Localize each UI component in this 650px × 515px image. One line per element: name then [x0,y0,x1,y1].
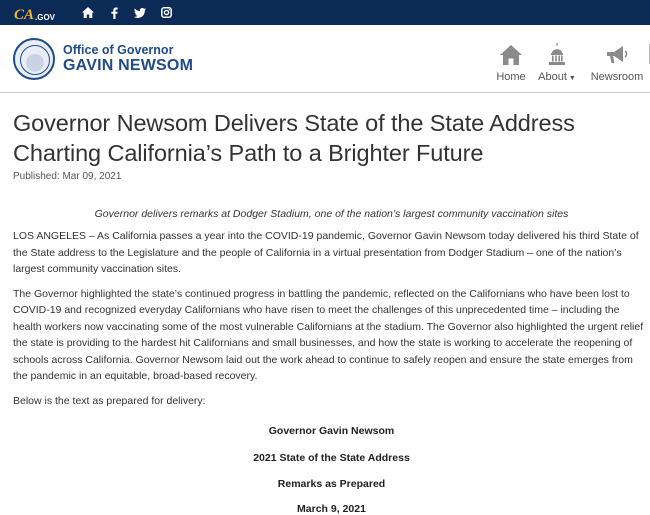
address-title-line: 2021 State of the State Address [253,452,410,464]
article-paragraph-3: Below is the text as prepared for delivery: [13,394,206,407]
nav-home-label: Home [496,71,526,83]
site-header [0,25,650,93]
nav-about-label [538,71,576,83]
nav-home[interactable] [495,39,527,83]
megaphone-icon [605,39,629,65]
twitter-icon[interactable] [127,0,153,25]
published-date: Published: Mar 09, 2021 [13,171,122,182]
speaker-line: Governor Gavin Newsom [268,425,395,437]
governor-seal-logo[interactable] [13,38,55,80]
article-paragraph-2: The Governor highlighted the state’s continued progress in battling the pandemic, reflected on the Californians who have been lost to COVID-19 and recognized everyday Californians who have risen to meet the challenges of this unprecedented time – including the health workers now vaccinating some of the most vulnerable Californians at the stadium. The Governor also highlighted the urgent relief the state is providing to the hardest hit Californians and small businesses, and how the state is working to accelerate the reopening of schools across California. Governor Newsom laid out the work ahead to continue to safely reopen and ensure the state emerges from the pandemic in an equitable, broad-based recovery. [13,287,644,382]
nav-about[interactable] [535,39,579,83]
main-nav [495,25,650,93]
nav-about-text: About [538,71,567,83]
brand-wordmark[interactable] [63,43,193,75]
chevron-down-icon: ▼ [568,75,576,82]
date-line: March 9, 2021 [297,503,366,515]
instagram-icon[interactable] [153,0,179,25]
ca-gov-logo[interactable] [14,3,55,23]
nav-newsroom[interactable] [589,39,645,83]
facebook-icon[interactable] [101,0,127,25]
nav-newsroom-label: Newsroom [590,71,644,83]
gov-logo-mark: .GOV [35,12,56,22]
article-subtitle: Governor delivers remarks at Dodger Stadium, one of the nation’s largest community vaccination sites [94,208,569,220]
office-of-governor-label: Office of Governor [63,42,174,57]
capitol-icon [548,39,566,65]
ca-logo-mark: CA [14,6,35,23]
article-title: Governor Newsom Delivers State of the State Address Charting California’s Path to a Brighter Future [13,110,575,166]
remarks-line: Remarks as Prepared [277,478,386,490]
home-icon [500,39,522,65]
utility-bar [0,0,650,25]
home-icon[interactable] [75,0,101,25]
governor-name-label: GAVIN NEWSOM [63,56,194,74]
article-paragraph-1: LOS ANGELES – As California passes a year into the COVID-19 pandemic, Governor Gavin Newsom today delivered his third State of the State address to the Legislature and the people of California in a virtual presentation from Dodger Stadium – one of the nation’s largest community vaccination sites. [13,230,639,275]
article [0,108,650,515]
